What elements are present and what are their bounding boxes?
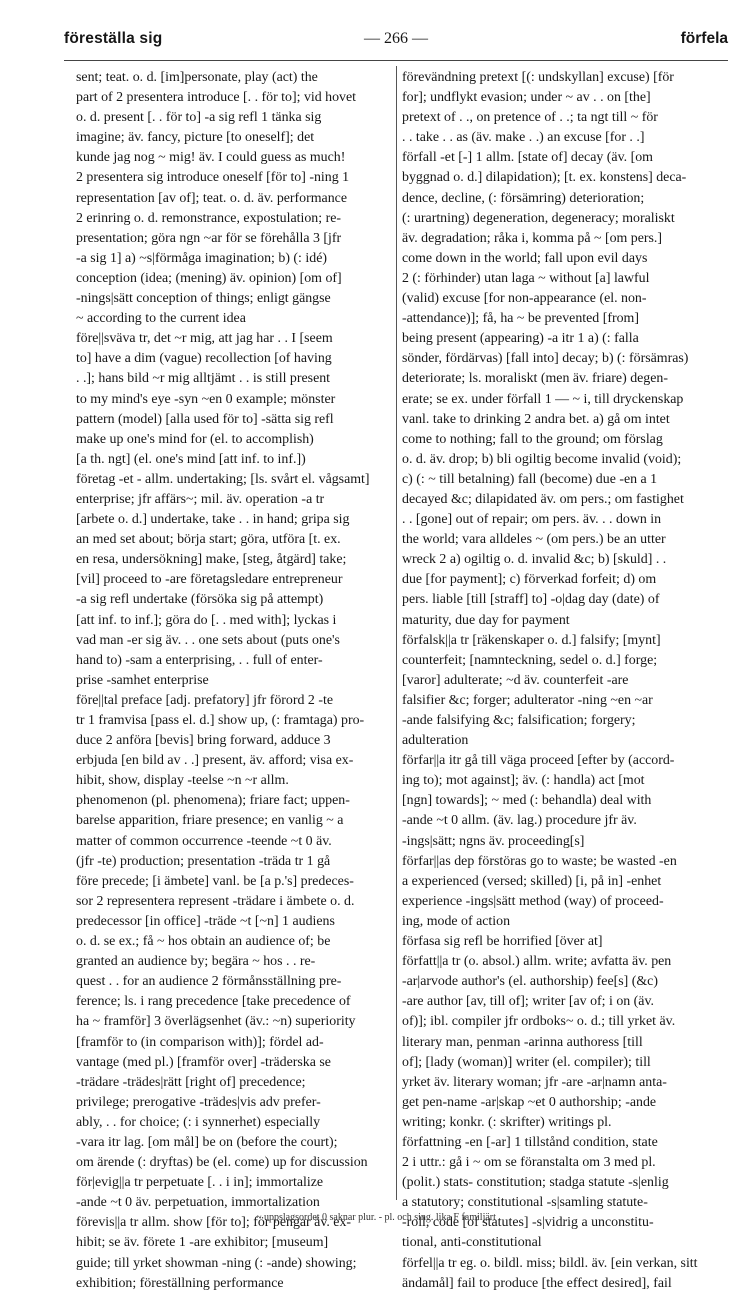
entry-line: förfasa sig refl be horrified [över at] [402, 934, 603, 950]
entry-line: duce 2 anföra [bevis] bring forward, adduce 3 [76, 733, 331, 749]
entry-line: 2 i uttr.: gå i ~ om se föranstalta om 3 med pl. [402, 1155, 656, 1171]
entry-line: -vara itr lag. [om mål] be on (before the court); [76, 1134, 338, 1150]
entry-line: o. d. äv. drop; b) bli ogiltig become invalid (void); [402, 451, 682, 467]
entry-line: enterprise; jfr affärs~; mil. äv. operation -a tr [76, 491, 325, 507]
entry-line: phenomenon (pl. phenomena); friare fact; uppen- [76, 793, 350, 809]
entry-line: hand to) -sam a enterprising, . . full of enter- [76, 652, 323, 668]
entry-line: vantage (med pl.) [framför over] -träderska se [76, 1054, 331, 1070]
entry-line: förevis||a tr allm. show [för to]; för pengar äv. ex- [76, 1215, 352, 1231]
entry-line: författ||a tr (o. absol.) allm. write; avfatta äv. pen [402, 954, 672, 970]
entry-line: förfar||a itr gå till väga proceed [efter by (accord- [402, 753, 675, 769]
entry-line: c) (: ~ till betalning) fall (become) due -en a 1 [402, 471, 658, 487]
entry-line: hibit, show, display -teelse ~n ~r allm. [76, 773, 289, 789]
page-number: — 266 — [364, 30, 428, 47]
entry-line: -ar|arvode author's (el. authorship) fee[s] (&c) [402, 974, 658, 990]
entry-line: 2 erinring o. d. remonstrance, expostulation; re- [76, 210, 342, 226]
entry-line: experience -ings|sätt method (way) of proceed- [402, 893, 664, 909]
header-rule [64, 60, 728, 61]
right-column [402, 68, 732, 1294]
entry-line: to my mind's eye -syn ~en 0 example; mönster [76, 391, 336, 407]
entry-line: (: urartning) degeneration, degeneracy; moraliskt [402, 210, 675, 226]
entry-line: -nings|sätt conception of things; enligt gängse [76, 291, 331, 307]
entry-line: ably, . . for choice; (: i synnerhet) especially [76, 1114, 321, 1130]
entry-line: före||tal preface [adj. prefatory] jfr förord 2 -te [76, 692, 333, 708]
entry-line: förfar||as dep förstöras go to waste; be wasted -en [402, 853, 677, 869]
entry-line: kunde jag nog ~ mig! äv. I could guess as much! [76, 150, 346, 166]
entry-line: representation [av of]; teat. o. d. äv. performance [76, 190, 347, 206]
entry-line: a statutory; constitutional -s|samling statute- [402, 1195, 648, 1211]
entry-line: matter of common occurrence -teende ~t 0 äv. [76, 833, 332, 849]
entry-line: för|evig||a tr perpetuate [. . i in]; immortalize [76, 1175, 324, 1191]
entry-line: granted an audience by; begära ~ hos . . re- [76, 954, 316, 970]
entry-line: due [for payment]; c) förverkad forfeit; d) om [402, 572, 657, 588]
entry-line: falsifier &c; forger; adulterator -ning ~en ~ar [402, 692, 653, 708]
entry-line: vad man -er sig äv. . . one sets about (puts one's [76, 632, 340, 648]
entry-line: förfall -et [-] 1 allm. [state of] decay (äv. [om [402, 150, 653, 166]
entry-line: pretext of . ., on pretence of . .; ta ngt till ~ för [402, 110, 658, 126]
entry-line: -attendance)]; få, ha ~ be prevented [from] [402, 311, 639, 327]
entry-line: hibit; se äv. förete 1 -are exhibitor; [museum] [76, 1235, 329, 1251]
entry-line: författning -en [-ar] 1 tillstånd condition, state [402, 1134, 658, 1150]
entry-line: -trädare -trädes|rätt [right of] precedence; [76, 1074, 306, 1090]
entry-line: (jfr -te) production; presentation -träda tr 1 gå [76, 853, 331, 869]
entry-line: om ärende (: dryftas) be (el. come) up for discussion [76, 1155, 368, 1171]
entry-line: (polit.) stats- constitution; stadga statute -s|enlig [402, 1175, 669, 1191]
entry-line: ha ~ framför] 3 överlägsenhet (äv.: ~n) superiority [76, 1014, 356, 1030]
entry-line: ändamål] fail to produce [the effect desired], fail [402, 1275, 672, 1291]
entry-line: adulteration [402, 733, 469, 749]
entry-line: writing; konkr. (: skrifter) writings pl. [402, 1114, 612, 1130]
entry-line: part of 2 presentera introduce [. . för to]; vid hovet [76, 90, 357, 106]
entry-line: [ngn] towards]; ~ med (: behandla) deal with [402, 793, 652, 809]
entry-line: counterfeit; [namnteckning, sedel o. d.] forge; [402, 652, 658, 668]
left-column [76, 68, 392, 1294]
entry-line: sent; teat. o. d. [im]personate, play (act) the [76, 70, 318, 85]
left-guideword: föreställa sig [64, 30, 163, 47]
entry-line: erbjuda [en bild av . .] present, äv. afford; visa ex- [76, 753, 354, 769]
entry-line: an med set about; börja start; göra, utföra [t. ex. [76, 532, 341, 548]
entry-line: the world; vara alldeles ~ (om pers.) be an utter [402, 532, 666, 548]
entry-line: [att inf. to inf.]; göra do [. . med with]; lyckas i [76, 612, 337, 628]
entry-line: o. d. present [. . för to] -a sig refl 1 tänka sig [76, 110, 322, 126]
entry-line: erate; se ex. under förfall 1 — ~ i, till dryckenskap [402, 391, 684, 407]
entry-line: tional, anti-constitutional [402, 1235, 542, 1251]
entry-line: come to nothing; fall to the ground; om förslag [402, 431, 663, 447]
entry-line: tr 1 framvisa [pass el. d.] show up, (: framtaga) pro- [76, 713, 365, 728]
entry-line: ing, mode of action [402, 913, 511, 929]
entry-line: -are author [av, till of]; writer [av of; i on (äv. [402, 994, 654, 1010]
entry-line: come down in the world; fall upon evil days [402, 250, 648, 266]
entry-line: make up one's mind for (el. to accomplish) [76, 431, 314, 447]
entry-line: privilege; prerogative -trädes|vis adv prefer- [76, 1094, 321, 1110]
abbreviation-legend: ~ uppslagsordet 0 saknar plur. - pl. och sing. lika F familjärt [256, 1212, 496, 1223]
entry-line: dence, decline, (: försämring) deterioration; [402, 190, 645, 206]
entry-line: förfalsk||a tr [räkenskaper o. d.] falsify; [mynt] [402, 632, 661, 648]
running-header [64, 30, 728, 56]
entry-line: -ande ~t 0 allm. (äv. lag.) procedure jfr äv. [402, 813, 637, 829]
entry-line: [a th. ngt] (el. one's mind [att inf. to inf.]) [76, 451, 306, 467]
entry-line: maturity, due day for payment [402, 612, 570, 628]
entry-line: sor 2 representera represent -trädare i ämbete o. d. [76, 893, 355, 909]
entry-line: barelse apparition, friare presence; en vanlig ~ a [76, 813, 344, 829]
entry-line: yrket äv. literary woman; jfr -are -ar|namn anta- [402, 1074, 667, 1090]
entry-line: -ings|sätt; ngns äv. proceeding[s] [402, 833, 585, 849]
entry-line: a experienced (versed; skilled) [i, på in] -enhet [402, 873, 662, 889]
entry-line: being present (appearing) -a itr 1 a) (: falla [402, 331, 639, 347]
entry-line: for]; undflykt evasion; under ~ av . . on [the] [402, 90, 651, 106]
entry-line: ference; ls. i rang precedence [take precedence of [76, 994, 351, 1010]
entry-line: to] have a dim (vague) recollection [of having [76, 351, 332, 367]
entry-line: 2 presentera sig introduce oneself [för to] -ning 1 [76, 170, 350, 186]
entry-line: of]; [lady (woman)] writer (el. compiler); till [402, 1054, 651, 1070]
entry-line: sönder, fördärvas) [fall into] decay; b) (: försämras) [402, 351, 689, 367]
entry-line: företag -et - allm. undertaking; [ls. svårt el. vågsamt] [76, 471, 370, 487]
entry-line: (valid) excuse [for non-appearance (el. non- [402, 291, 647, 307]
entry-line: -ande ~t 0 äv. perpetuation, immortalization [76, 1195, 320, 1211]
entry-line: -a sig refl undertake (försöka sig på attempt) [76, 592, 324, 608]
entry-line: decayed &c; dilapidated äv. om pers.; om fastighet [402, 491, 684, 507]
entry-line: förfel||a tr eg. o. bildl. miss; bildl. äv. [ein verkan, sitt [402, 1255, 698, 1271]
entry-line: före precede; [i ämbete] vanl. be [a p.'s] predeces- [76, 873, 354, 889]
entry-line: äv. degradation; råka i, komma på ~ [om pers.] [402, 230, 663, 246]
right-guideword: förfela [680, 30, 728, 47]
entry-line: pers. liable [till [straff] to] -o|dag day (date) of [402, 592, 660, 608]
entry-line: guide; till yrket showman -ning (: -ande) showing; [76, 1255, 357, 1271]
entry-line: -ande falsifying &c; falsification; forgery; [402, 713, 636, 728]
entry-line: ing to); mot against]; äv. (: handla) act [mot [402, 773, 645, 789]
entry-line: . . [gone] out of repair; om pers. äv. . . down in [402, 512, 662, 528]
entry-line: [varor] adulterate; ~d äv. counterfeit -are [402, 672, 629, 688]
entry-line: [framför to (in comparison with)]; fördel ad- [76, 1034, 324, 1050]
entry-line: -a sig 1] a) ~s|förmåga imagination; b) (: idé) [76, 250, 327, 266]
entry-line: ~ according to the current idea [76, 311, 246, 327]
entry-line: -roll, code [of statutes] -s|vidrig a unconstitu- [402, 1215, 654, 1231]
entry-line: o. d. se ex.; få ~ hos obtain an audience of; be [76, 934, 331, 950]
entry-line: prise -samhet enterprise [76, 672, 209, 688]
entry-line: 2 (: förhinder) utan laga ~ without [a] lawful [402, 270, 650, 286]
entry-line: [arbete o. d.] undertake, take . . in hand; gripa sig [76, 512, 350, 528]
entry-line: deteriorate; ls. moraliskt (men äv. friare) degen- [402, 371, 668, 387]
entry-line: [vil] proceed to -are företagsledare entrepreneur [76, 572, 343, 588]
entry-line: . . take . . as (äv. make . .) an excuse [for . .] [402, 130, 645, 146]
entry-line: literary man, penman -arinna authoress [till [402, 1034, 643, 1050]
entry-line: en resa, undersökning] make, [steg, åtgärd] take; [76, 552, 347, 568]
entry-line: byggnad o. d.] dilapidation); [t. ex. konstens] deca- [402, 170, 687, 186]
entry-line: get pen-name -ar|skap ~et 0 authorship; -ande [402, 1094, 657, 1110]
entry-line: wreck 2 a) ogiltig o. d. invalid &c; b) [skuld] . . [402, 552, 667, 568]
entry-line: . .]; hans bild ~r mig alltjämt . . is still present [76, 371, 331, 387]
entry-line: förevändning pretext [(: undskyllan] excuse) [för [402, 70, 674, 85]
entry-line: före||sväva tr, det ~r mig, att jag har . . I [seem [76, 331, 333, 347]
entry-line: pattern (model) [alla used för to] -sätta sig refl [76, 411, 334, 427]
entry-line: imagine; äv. fancy, picture [to oneself]; det [76, 130, 315, 146]
entry-line: of)]; ibl. compiler jfr ordboks~ o. d.; till yrket äv. [402, 1014, 676, 1030]
entry-line: predecessor [in office] -träde ~t [~n] 1 audiens [76, 913, 335, 929]
entry-line: quest . . for an audience 2 förmånsställning pre- [76, 974, 342, 990]
column-divider [396, 66, 397, 1200]
entry-line: vanl. take to drinking 2 andra bet. a) gå om intet [402, 411, 670, 427]
entry-line: conception (idea; (mening) äv. opinion) [om of] [76, 270, 342, 286]
entry-line: presentation; göra ngn ~ar för se förehålla 3 [jfr [76, 230, 342, 246]
entry-line: exhibition; föreställning performance [76, 1275, 284, 1291]
